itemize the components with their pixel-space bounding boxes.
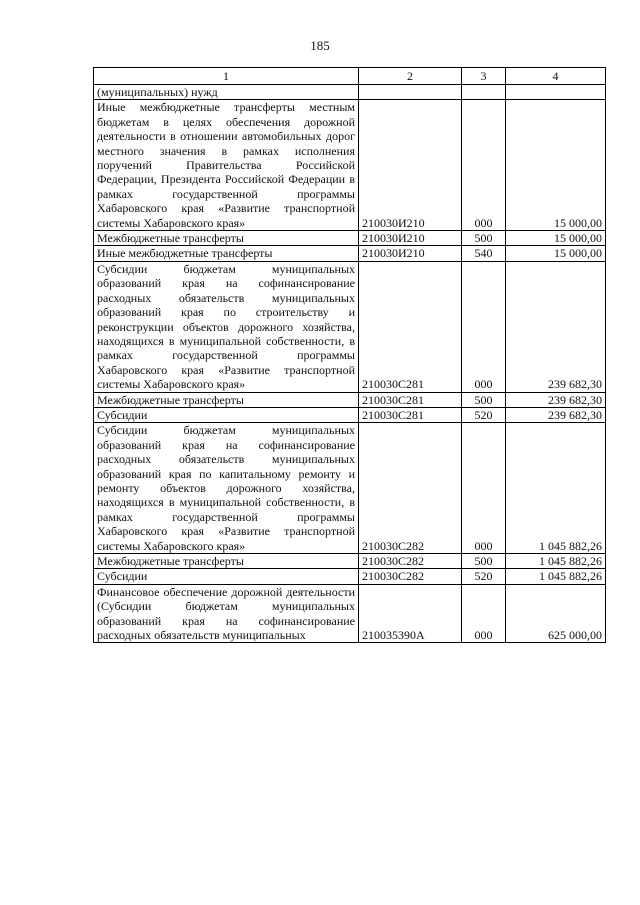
row-name-cell: Субсидии бюджетам муниципальных образований края на софинансирование расходных обязательств муниципальных образований края по строительству и реконструкции объектов дорожного хозяйства, находящихся в муниципальной собственности, в рамках государственной программы Хабаровского края «Развитие транспортной системы Хабаровского края»: [94, 261, 359, 392]
column-header: 4: [506, 68, 606, 85]
table-row: [94, 246, 606, 261]
table-row: [94, 407, 606, 422]
row-amount-cell: 1 045 882,26: [506, 554, 606, 569]
column-header: 2: [359, 68, 462, 85]
row-code-cell: 210030С282: [359, 423, 462, 554]
row-type-cell: [462, 85, 506, 100]
row-name-cell: Иные межбюджетные трансферты: [94, 246, 359, 261]
table-row: [94, 261, 606, 392]
row-type-cell: 500: [462, 231, 506, 246]
table-header-row: [94, 68, 606, 85]
table-row: [94, 554, 606, 569]
row-code-cell: 210035390А: [359, 584, 462, 643]
row-name-cell: Субсидии бюджетам муниципальных образований края на софинансирование расходных обязательств муниципальных образований края по капитальному ремонту и ремонту объектов дорожного хозяйства, находящихся в муниципальной собственности, в рамках государственной программы Хабаровского края «Развитие транспортной системы Хабаровского края»: [94, 423, 359, 554]
row-code-cell: [359, 85, 462, 100]
row-name-cell: Иные межбюджетные трансферты местным бюджетам в целях обеспечения дорожной деятельности в отношении автомобильных дорог местного значения в рамках исполнения поручений Правительства Российской Федерации, Президента Российской Федерации в рамках государственной программы Хабаровского края «Развитие транспортной системы Хабаровского края»: [94, 100, 359, 231]
row-amount-cell: [506, 85, 606, 100]
row-amount-cell: 239 682,30: [506, 392, 606, 407]
row-name-cell: Межбюджетные трансферты: [94, 231, 359, 246]
row-code-cell: 210030С281: [359, 261, 462, 392]
row-type-cell: 500: [462, 392, 506, 407]
row-code-cell: 210030С281: [359, 407, 462, 422]
row-name-cell: Межбюджетные трансферты: [94, 392, 359, 407]
row-type-cell: 000: [462, 261, 506, 392]
row-type-cell: 520: [462, 569, 506, 584]
row-type-cell: 000: [462, 584, 506, 643]
row-code-cell: 210030И210: [359, 246, 462, 261]
row-amount-cell: 15 000,00: [506, 100, 606, 231]
row-amount-cell: 625 000,00: [506, 584, 606, 643]
row-amount-cell: 239 682,30: [506, 261, 606, 392]
table-row: [94, 569, 606, 584]
row-code-cell: 210030И210: [359, 231, 462, 246]
row-type-cell: 540: [462, 246, 506, 261]
table-row: [94, 231, 606, 246]
row-type-cell: 000: [462, 100, 506, 231]
row-code-cell: 210030С282: [359, 554, 462, 569]
row-name-cell: (муниципальных) нужд: [94, 85, 359, 100]
row-code-cell: 210030С282: [359, 569, 462, 584]
row-amount-cell: 15 000,00: [506, 231, 606, 246]
table-row: [94, 392, 606, 407]
row-amount-cell: 1 045 882,26: [506, 423, 606, 554]
row-type-cell: 520: [462, 407, 506, 422]
row-code-cell: 210030С281: [359, 392, 462, 407]
row-code-cell: 210030И210: [359, 100, 462, 231]
row-type-cell: 000: [462, 423, 506, 554]
table-row: [94, 85, 606, 100]
row-type-cell: 500: [462, 554, 506, 569]
column-header: 3: [462, 68, 506, 85]
table-row: [94, 584, 606, 643]
table-row: [94, 100, 606, 231]
table-row: [94, 423, 606, 554]
row-name-cell: Субсидии: [94, 569, 359, 584]
row-amount-cell: 15 000,00: [506, 246, 606, 261]
page-number: 185: [310, 38, 330, 53]
column-header: 1: [94, 68, 359, 85]
row-name-cell: Субсидии: [94, 407, 359, 422]
row-amount-cell: 239 682,30: [506, 407, 606, 422]
row-name-cell: Финансовое обеспечение дорожной деятельности (Субсидии бюджетам муниципальных образований края на софинансирование расходных обязательств муниципальных: [94, 584, 359, 643]
row-amount-cell: 1 045 882,26: [506, 569, 606, 584]
row-name-cell: Межбюджетные трансферты: [94, 554, 359, 569]
budget-table: [93, 67, 606, 643]
